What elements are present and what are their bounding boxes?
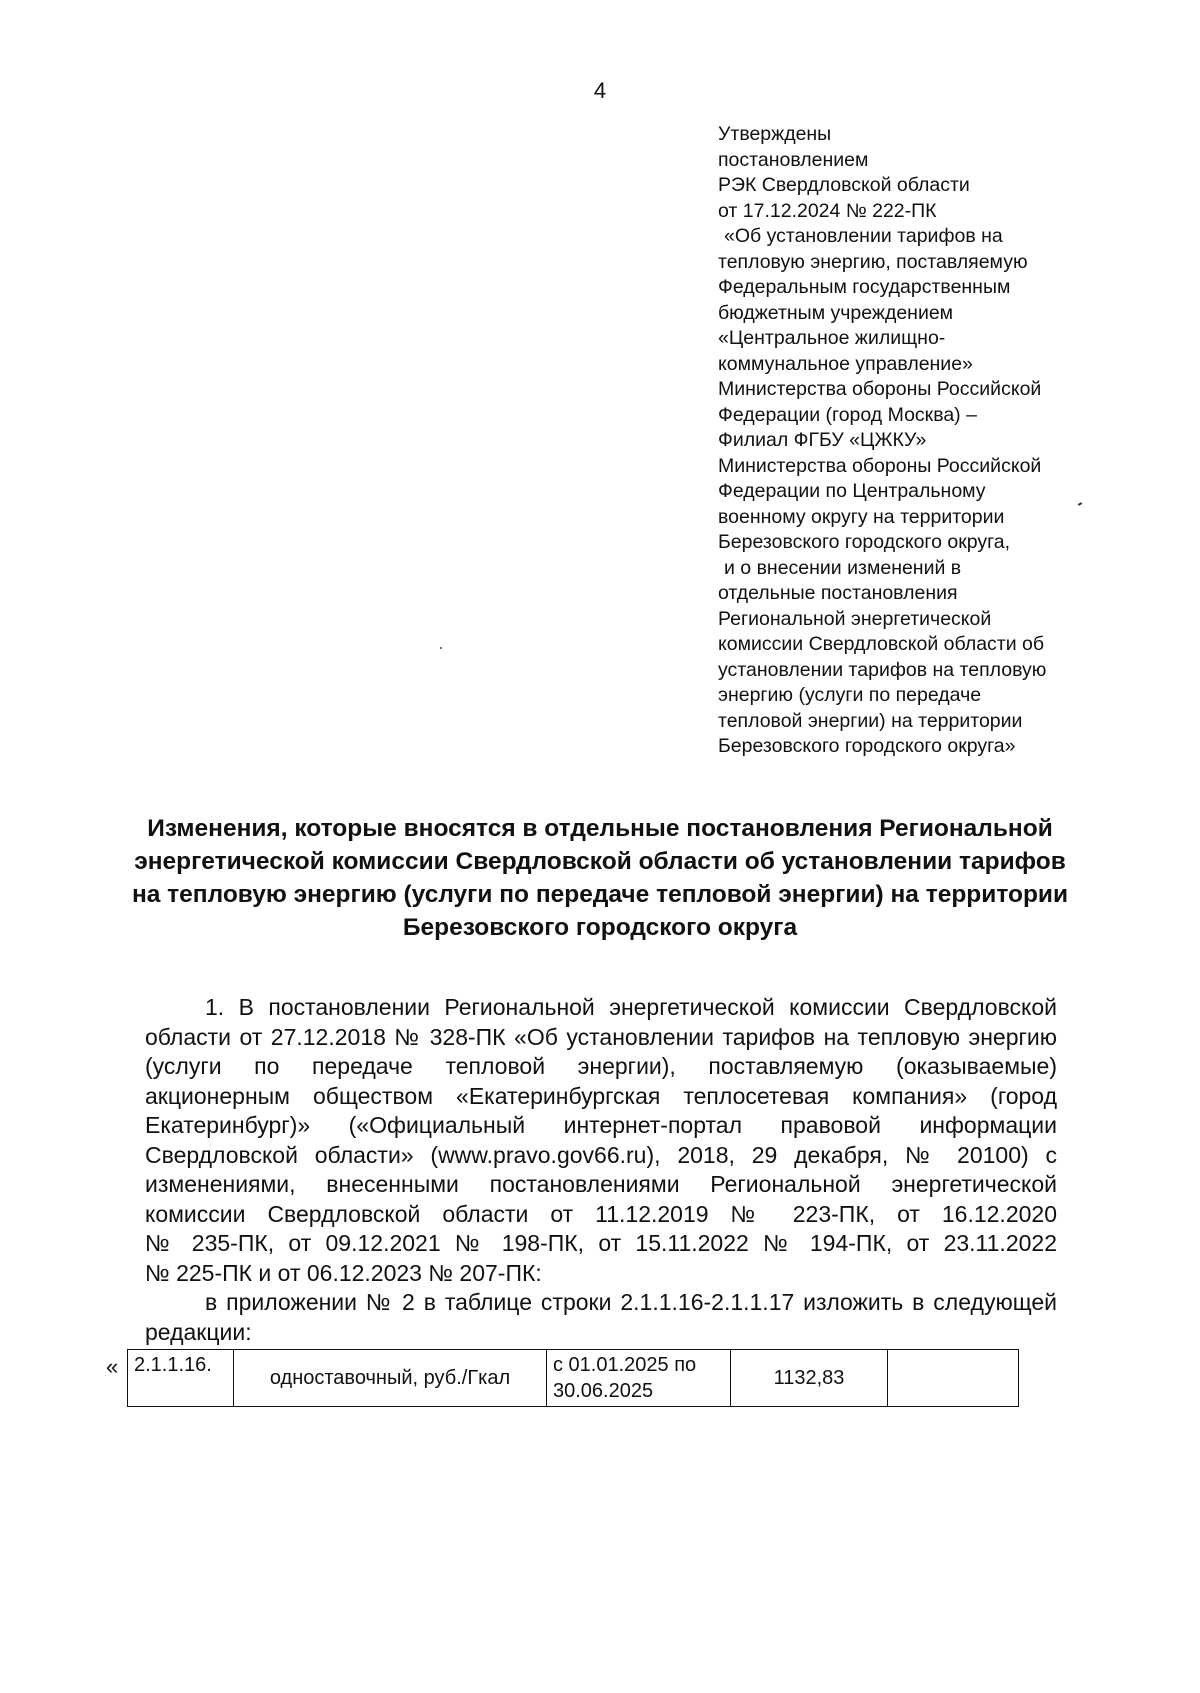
approval-line: Филиал ФГБУ «ЦЖКУ» <box>718 429 927 451</box>
tariff-value-cell: 1132,83 <box>731 1350 888 1407</box>
period-line: 30.06.2025 <box>553 1380 654 1402</box>
approval-line: Федерации по Центральному <box>718 480 986 502</box>
heading-line: на тепловую энергию (услуги по передаче тепловой энергии) на территории <box>131 881 1069 908</box>
table-row <box>128 1350 1019 1407</box>
approval-line: от 17.12.2024 № 222-ПК <box>718 199 937 222</box>
approval-line: тепловую энергию, поставляемую <box>718 250 1028 273</box>
approval-line: комиссии Свердловской области об <box>718 633 1045 655</box>
empty-cell <box>888 1350 1019 1407</box>
paragraph-line: области от 27.12.2018 № 328-ПК «Об установлении тарифов на тепловую энергию <box>145 1023 1057 1050</box>
body-text <box>145 993 1057 1347</box>
period-line: с 01.01.2025 по <box>553 1354 697 1376</box>
approval-line: «Об установлении тарифов на <box>724 225 1003 247</box>
heading-line: Березовского городского округа <box>402 914 798 941</box>
approval-line: Министерства обороны Российской <box>718 454 1042 477</box>
tariff-table <box>127 1349 1019 1407</box>
approval-line: Березовского городского округа, <box>718 531 1011 553</box>
period-cell <box>547 1350 731 1407</box>
approval-line: отдельные постановления <box>718 582 958 604</box>
heading-line: энергетической комиссии Свердловской области об установлении тарифов <box>134 848 1066 875</box>
row-number-cell: 2.1.1.16. <box>128 1350 234 1407</box>
paragraph-line: Екатеринбург)» («Официальный интернет-портал правовой информации <box>145 1112 1057 1138</box>
paragraph-line: изменениями, внесенными постановлениями Региональной энергетической <box>145 1171 1057 1197</box>
approval-line: установлении тарифов на тепловую <box>718 658 1047 681</box>
page-number: 4 <box>593 78 607 103</box>
approval-line: Утверждены <box>718 123 832 145</box>
approval-line: Региональной энергетической <box>718 607 992 630</box>
approval-line: Федеральным государственным <box>718 276 1011 298</box>
approval-line: военному округу на территории <box>718 505 1005 528</box>
paragraph-line: комиссии Свердловской области от 11.12.2019 № 223-ПК, от 16.12.2020 <box>145 1200 1057 1227</box>
paragraph-line: № 235-ПК, от 09.12.2021 № 198-ПК, от 15.11.2022 № 194-ПК, от 23.11.2022 <box>145 1230 1057 1256</box>
rate-type-cell: одноставочный, руб./Гкал <box>234 1350 547 1407</box>
approval-line: «Центральное жилищно- <box>718 327 946 349</box>
approval-line: энергию (услуги по передаче <box>718 684 982 706</box>
paragraph-line: (услуги по передаче тепловой энергии), поставляемую (оказываемые) <box>145 1053 1057 1079</box>
approval-line: тепловой энергии) на территории <box>718 709 1023 732</box>
paragraph-line: Свердловской области» (www.pravo.gov66.ru), 2018, 29 декабря, № 20100) с <box>145 1141 1057 1168</box>
approval-block <box>718 122 1068 760</box>
approval-line: бюджетным учреждением <box>718 301 954 324</box>
paragraph-line: акционерным обществом «Екатеринбургская теплосетевая компания» (город <box>145 1082 1057 1109</box>
paragraph-line: в приложении № 2 в таблице строки 2.1.1.16-2.1.1.17 изложить в следующей <box>205 1289 1057 1315</box>
approval-line: постановлением <box>718 148 869 171</box>
scan-dot <box>440 647 442 649</box>
approval-line: Березовского городского округа» <box>718 735 1016 757</box>
quote-mark: « <box>106 1354 119 1379</box>
paragraph-line: редакции: <box>145 1318 252 1345</box>
approval-line: коммунальное управление» <box>718 352 973 375</box>
paragraph-line: 1. В постановлении Региональной энергетической комиссии Свердловской <box>205 994 1057 1020</box>
approval-line: Федерации (город Москва) – <box>718 403 977 426</box>
scan-mark <box>1078 502 1082 506</box>
document-heading <box>120 812 1080 944</box>
approval-line: и о внесении изменений в <box>724 556 962 579</box>
approval-line: Министерства обороны Российской <box>718 378 1042 400</box>
paragraph-line: № 225-ПК и от 06.12.2023 № 207-ПК: <box>145 1259 542 1286</box>
heading-line: Изменения, которые вносятся в отдельные постановления Региональной <box>147 815 1053 842</box>
approval-line: РЭК Свердловской области <box>718 174 970 196</box>
